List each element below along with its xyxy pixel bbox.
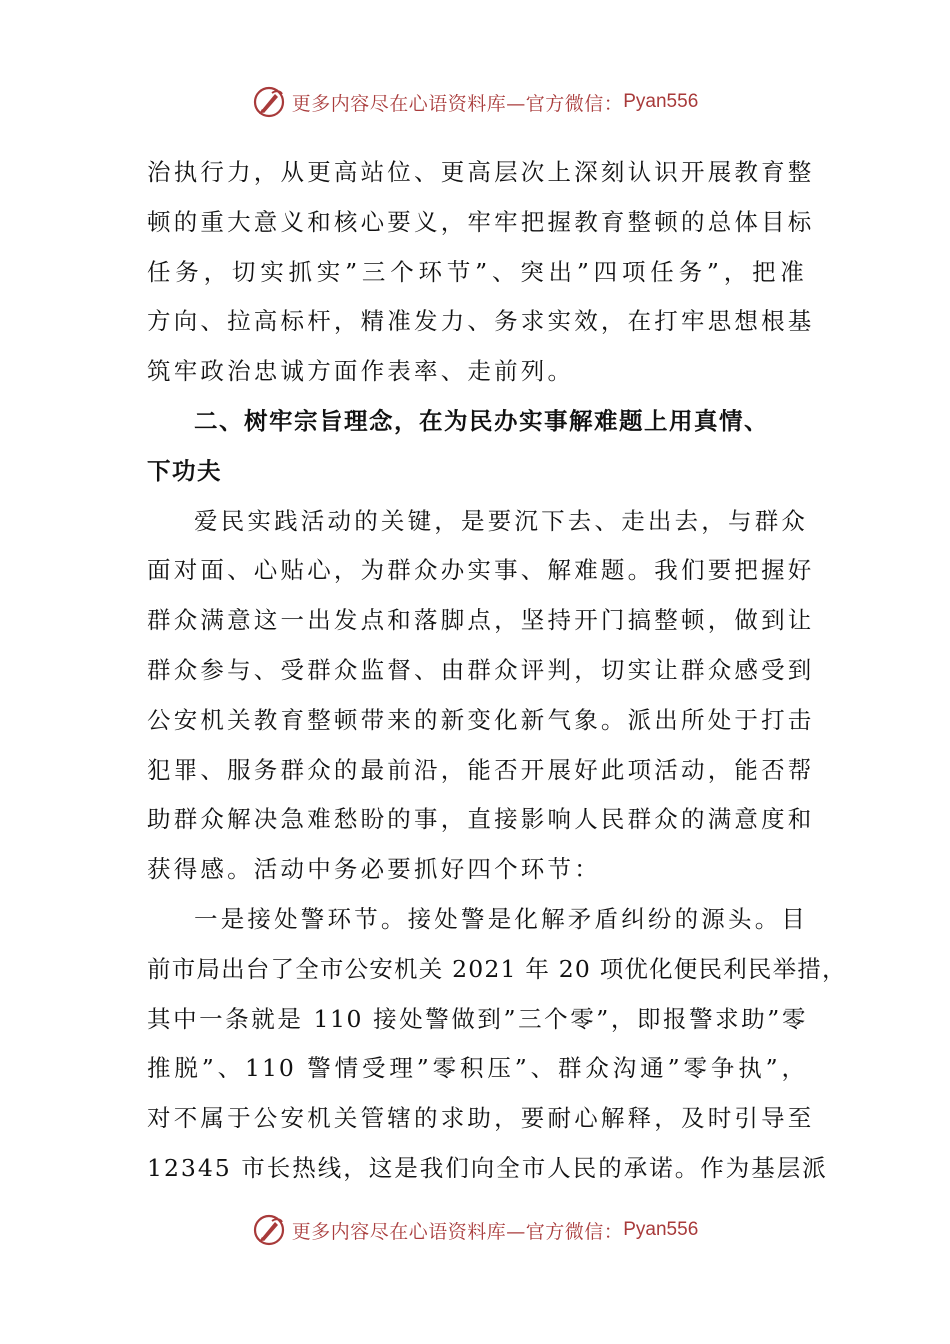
- paragraph-3: [147, 895, 847, 1194]
- text-line: 获得感。活动中务必要抓好四个环节：: [147, 855, 601, 884]
- heading-line: 下功夫: [147, 456, 222, 485]
- text-line: 推脱”、110 警情受理”零积压”、群众沟通”零争执”，: [147, 1054, 807, 1083]
- watermark-text: 更多内容尽在心语资料库—官方微信：: [291, 1220, 624, 1243]
- text-line: 面对面、心贴心，为群众办实事、解难题。我们要把握好: [147, 556, 815, 585]
- watermark-banner-bottom: [0, 1210, 950, 1250]
- text-line: 公安机关教育整顿带来的新变化新气象。派出所处于打击: [147, 705, 815, 734]
- text-line: 12345 市长热线，这是我们向全市人民的承诺。作为基层派: [147, 1153, 828, 1182]
- text-line: 方向、拉高标杆，精准发力、务求实效，在打牢思想根基: [147, 307, 815, 336]
- pen-quill-icon: [252, 1213, 286, 1247]
- text-line: 群众满意这一出发点和落脚点，坚持开门搞整顿，做到让: [147, 606, 815, 635]
- pen-quill-icon: [252, 85, 286, 119]
- text-line: 顿的重大意义和核心要义，牢牢把握教育整顿的总体目标: [147, 207, 815, 236]
- wechat-id: Pyan556: [623, 1219, 699, 1240]
- text-line: 筑牢政治忠诚方面作表率、走前列。: [147, 357, 575, 386]
- paragraph-1: [147, 148, 815, 397]
- heading-line: 二、树牢宗旨理念，在为民办实事解难题上用真情、: [194, 406, 769, 435]
- text-line: 助群众解决急难愁盼的事，直接影响人民群众的满意度和: [147, 805, 815, 834]
- text-line: 犯罪、服务群众的最前沿，能否开展好此项活动，能否帮: [147, 755, 815, 784]
- text-line: 对不属于公安机关管辖的求助，要耐心解释，及时引导至: [147, 1104, 815, 1133]
- text-line: 其中一条就是 110 接处警做到”三个零”，即报警求助”零: [147, 1004, 807, 1033]
- text-line: 治执行力，从更高站位、更高层次上深刻认识开展教育整: [147, 158, 815, 186]
- watermark-banner-top: [0, 82, 950, 122]
- watermark-text: 更多内容尽在心语资料库—官方微信：: [291, 92, 624, 115]
- text-line: 爱民实践活动的关键，是要沉下去、走出去，与群众: [194, 506, 809, 535]
- section-heading-2: [147, 397, 807, 497]
- wechat-id: Pyan556: [623, 91, 699, 112]
- text-line: 一是接处警环节。接处警是化解矛盾纠纷的源头。目: [194, 904, 809, 933]
- text-line: 任务，切实抓实”三个环节”、突出”四项任务”，把准: [147, 257, 807, 286]
- paragraph-2: [147, 497, 815, 895]
- text-line: 群众参与、受群众监督、由群众评判，切实让群众感受到: [147, 655, 815, 684]
- text-line: 前市局出台了全市公安机关 2021 年 20 项优化便民利民举措，: [147, 954, 847, 983]
- document-body: [147, 148, 847, 1194]
